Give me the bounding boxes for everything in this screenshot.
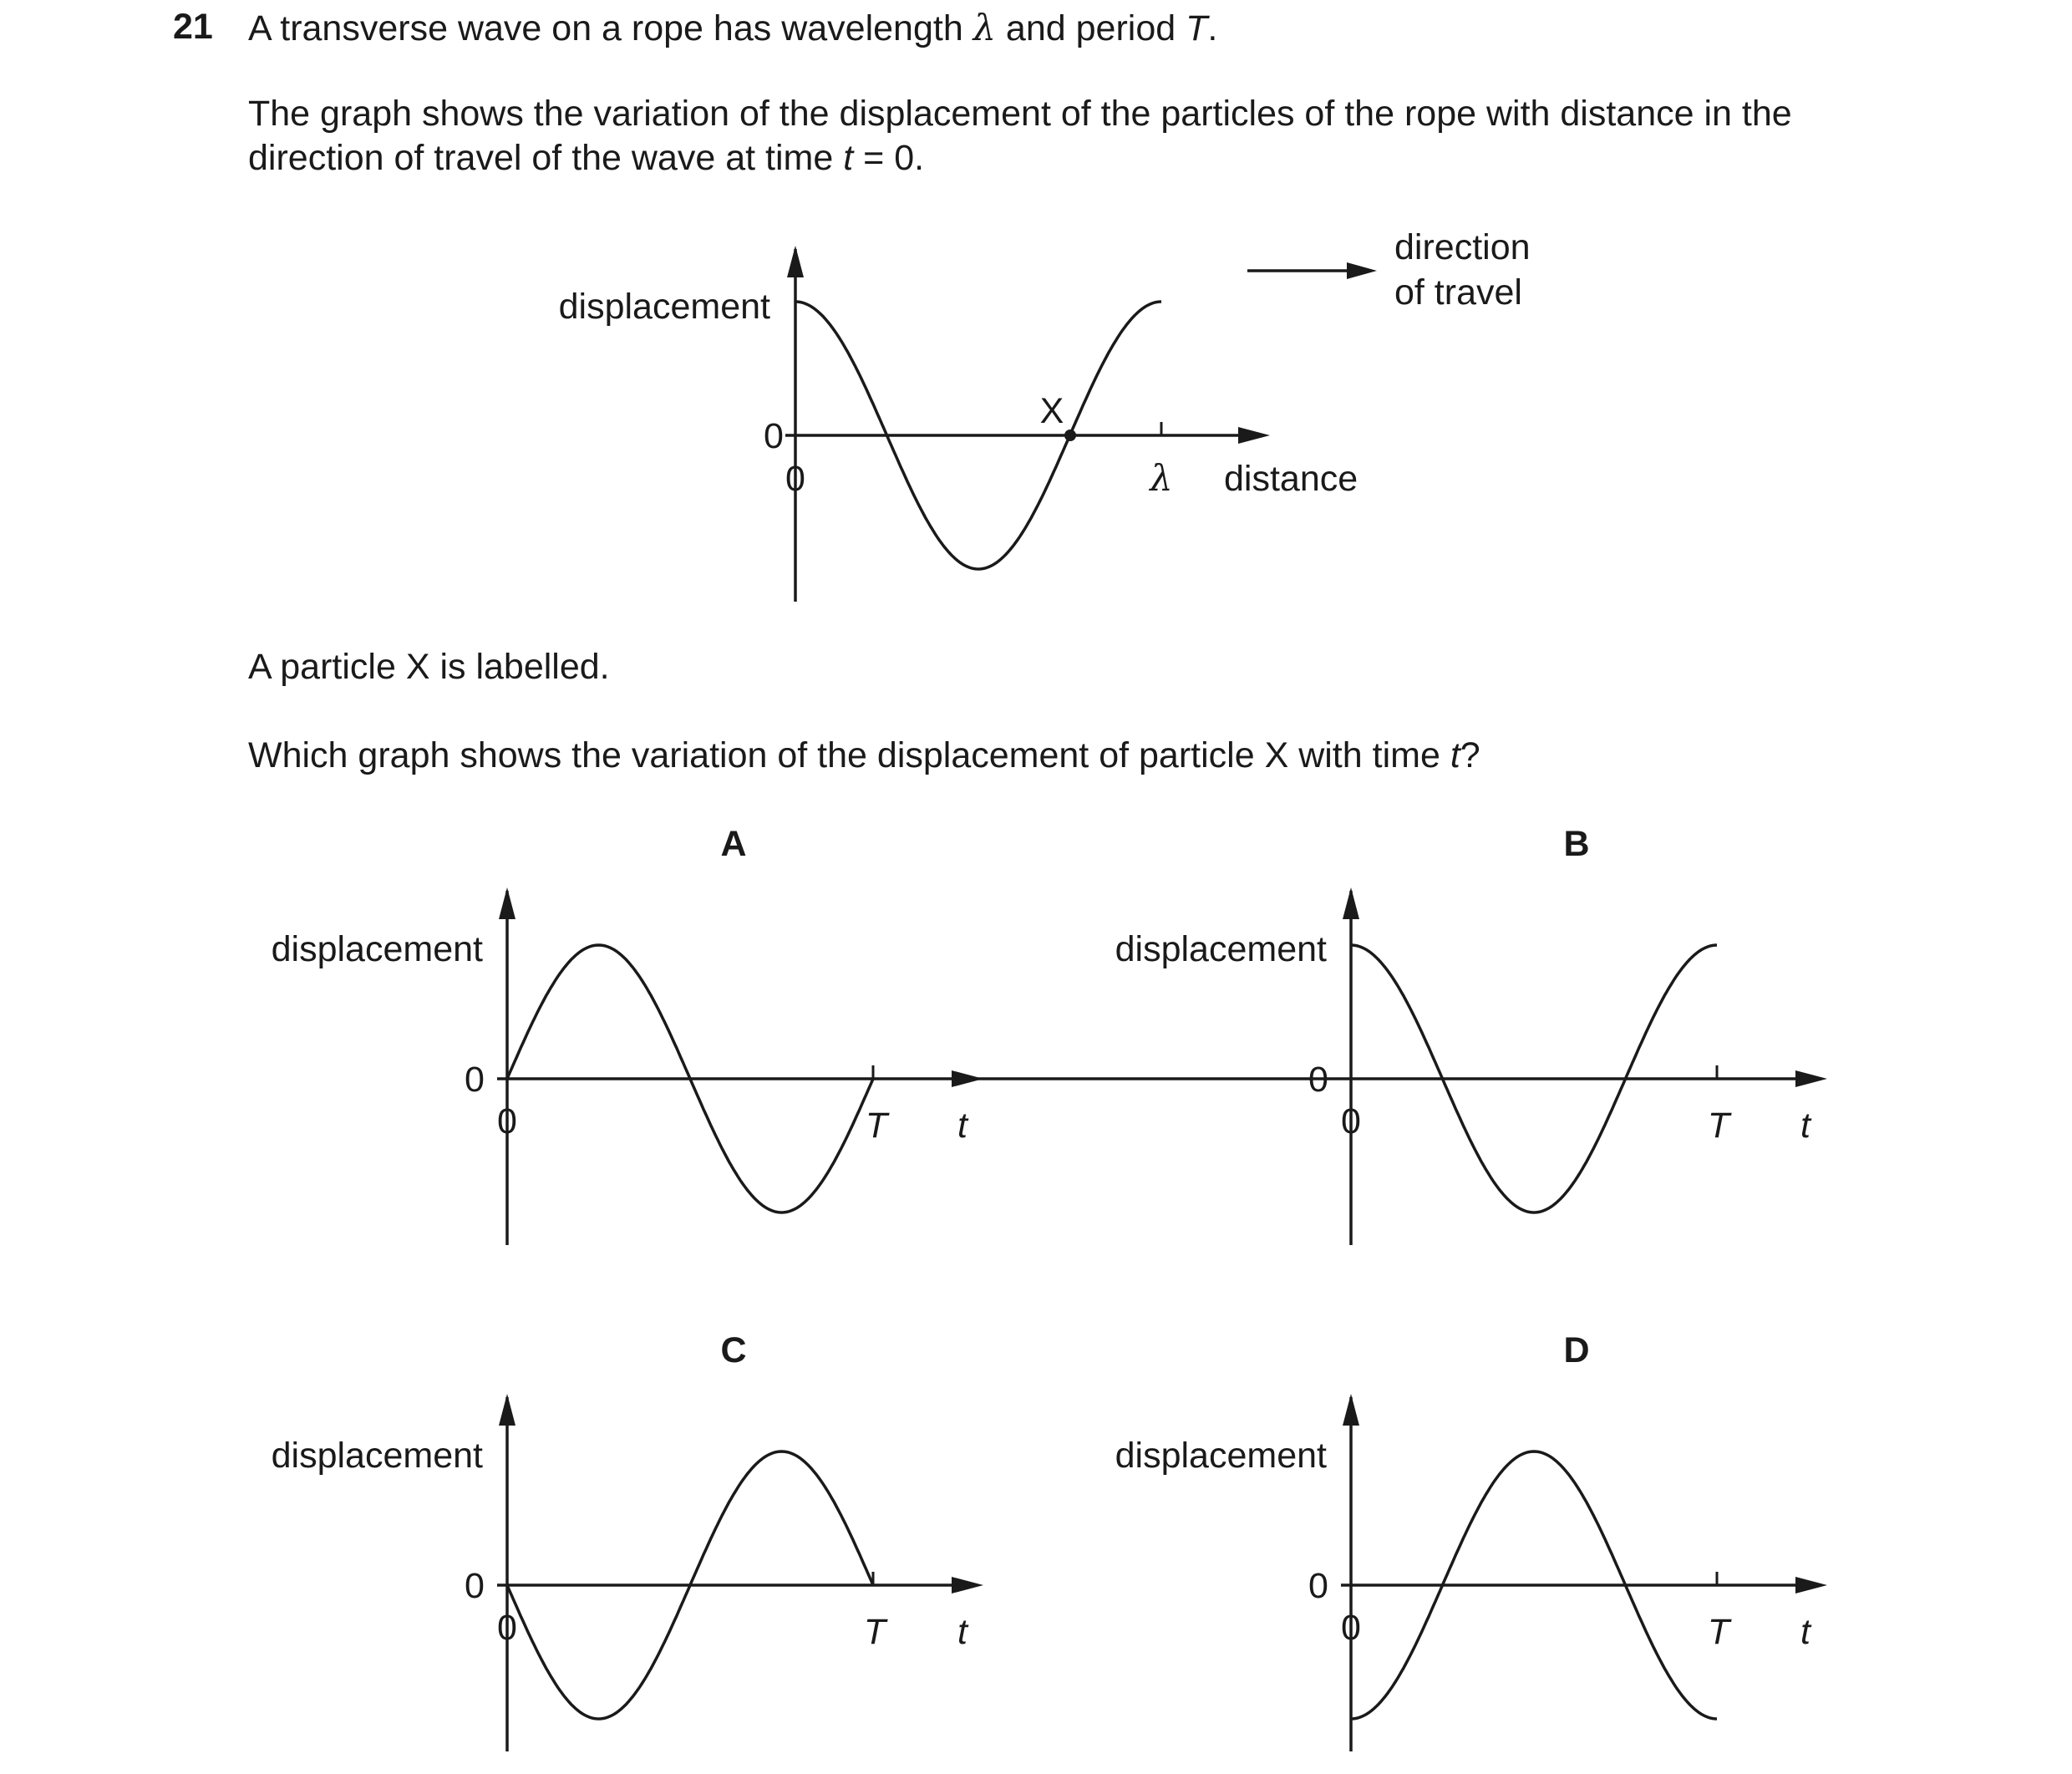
option-c-letter: C (720, 1330, 747, 1370)
direction-arrow-head (1347, 262, 1377, 279)
stem-text-b: and period (1005, 8, 1176, 48)
main-point-x (1064, 430, 1076, 441)
main-y-label: displacement (558, 287, 770, 327)
option-a-y-label: displacement (271, 929, 483, 969)
stem-text-a: A transverse wave on a rope has wavelength (248, 8, 963, 48)
option-c-zero-y: 0 (465, 1566, 485, 1606)
option-a-graph (272, 887, 983, 1245)
main-lambda-label: λ (1150, 458, 1173, 500)
graph-description-line1: The graph shows the variation of the displacement of the particles of the rope with distance in the (248, 94, 1792, 134)
main-origin-x-label: 0 (785, 459, 805, 499)
option-d-x-arrow (1795, 1577, 1827, 1594)
graph-description-t: t (843, 138, 854, 178)
option-b-zero-y: 0 (1308, 1060, 1328, 1100)
particle-statement: A particle X is labelled. (248, 647, 610, 687)
option-d-letter: D (1563, 1330, 1590, 1370)
option-b-letter: B (1563, 824, 1590, 864)
option-a-y-arrow (499, 887, 515, 919)
option-c-zero-x: 0 (497, 1608, 517, 1648)
option-d-zero-y: 0 (1308, 1566, 1328, 1606)
option-c-graph (272, 1394, 983, 1751)
option-c-y-label: displacement (271, 1436, 483, 1476)
question-number: 21 (173, 7, 213, 47)
option-c-x-arrow (952, 1577, 983, 1594)
option-c-t-tick-label: T (863, 1612, 886, 1652)
option-a-zero-y: 0 (465, 1060, 485, 1100)
option-b-x-arrow (1795, 1070, 1827, 1087)
stem-end: . (1207, 8, 1218, 48)
option-c-y-arrow (499, 1394, 515, 1426)
direction-label-line1: direction (1394, 227, 1531, 267)
option-b-y-arrow (1343, 887, 1359, 919)
direction-label-line2: of travel (1394, 272, 1522, 313)
option-d-zero-x: 0 (1341, 1608, 1361, 1648)
option-a-x-label: t (957, 1106, 967, 1146)
main-x-arrow (1238, 427, 1270, 444)
option-b-x-label: t (1800, 1106, 1810, 1146)
option-d-t-tick-label: T (1707, 1612, 1730, 1652)
stem-period: T (1186, 8, 1208, 48)
stem-lambda: λ (973, 8, 996, 49)
question-ask-post: ? (1460, 735, 1480, 775)
option-d-y-label: displacement (1115, 1436, 1327, 1476)
option-a-t-tick-label: T (865, 1106, 888, 1146)
option-d-x-label: t (1800, 1612, 1810, 1652)
option-b-zero-x: 0 (1341, 1101, 1361, 1141)
main-graph (559, 227, 1531, 602)
graph-description-line2-post: = 0. (863, 138, 925, 178)
option-a-letter: A (720, 824, 747, 864)
question-ask-pre: Which graph shows the variation of the displacement of particle X with time (248, 735, 1440, 775)
option-b-t-tick-label: T (1707, 1106, 1730, 1146)
option-d-graph (1115, 1394, 1827, 1751)
graph-description-line2-pre: direction of travel of the wave at time (248, 138, 834, 178)
option-a-zero-x: 0 (497, 1101, 517, 1141)
main-origin-y-label: 0 (764, 416, 784, 456)
option-b-y-label: displacement (1115, 929, 1327, 969)
option-c-x-label: t (957, 1612, 967, 1652)
main-x-label: distance (1224, 459, 1358, 499)
option-d-y-arrow (1343, 1394, 1359, 1426)
main-point-x-label: X (1039, 391, 1064, 431)
main-y-arrow (787, 246, 804, 277)
option-b-graph (962, 887, 1827, 1245)
question-ask-t: t (1450, 735, 1460, 775)
